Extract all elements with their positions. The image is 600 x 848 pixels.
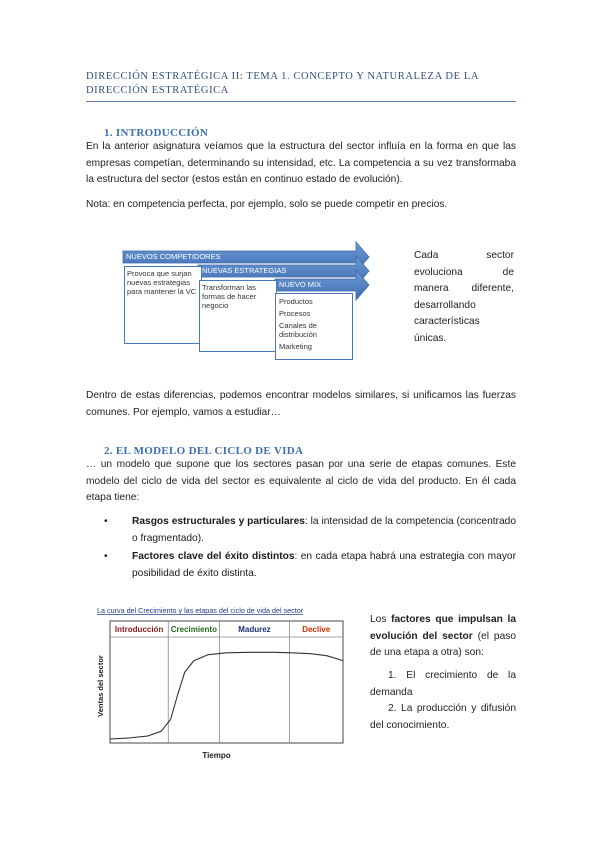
bullet-icon: • [104, 516, 108, 527]
y-axis-label: Ventas del sector [96, 655, 105, 717]
band1-text: Provoca que surjan nuevas estrategias para mantener la VC [127, 269, 197, 296]
bullet-icon: • [104, 551, 108, 562]
section-heading-ciclo-vida: 2. EL MODELO DEL CICLO DE VIDA [104, 445, 304, 457]
band3-list [276, 294, 352, 353]
note-paragraph: Nota: en competencia perfecta, por ejemplo, solo se puede competir en precios. [86, 199, 448, 210]
band2-box [199, 280, 277, 352]
band3-item: Procesos [279, 309, 311, 318]
bullet-text: : la intensidad de la competencia (concentrado o fragmentado). [132, 516, 516, 544]
plot-frame [110, 621, 343, 743]
model-paragraph: … un modelo que supone que los sectores pasan por una serie de etapas comunes. Este modelo del ciclo de vida del sector es equivalente al ciclo de vida del producto. En él cada etapa tiene: [86, 459, 516, 503]
factors-intro-text: (el paso de una etapa a otra) son: [370, 630, 516, 658]
bullet-item [104, 549, 516, 582]
band1-box [124, 266, 202, 344]
differences-paragraph: Dentro de estas diferencias, podemos encontrar modelos similares, si unificamos las fuerzas comunes. Por ejemplo, vamos a estudiar… [86, 390, 516, 418]
factors-intro-bold: factores que impulsan la evolución del sector [370, 614, 516, 642]
band3-item: Marketing [279, 342, 312, 351]
section-heading-introduccion: 1. INTRODUCCIÓN [104, 127, 209, 139]
bullet-list [104, 514, 516, 582]
chart-title: La curva del Crecimiento y las etapas del ciclo de vida del sector [97, 606, 304, 615]
band3-item: Productos [279, 297, 313, 306]
bullet-bold: Factores clave del éxito distintos [132, 551, 295, 562]
band2-label: NUEVAS ESTRATEGIAS [202, 266, 287, 275]
factors-intro-text: Los [370, 614, 392, 625]
stage-label: Crecimiento [170, 625, 217, 634]
band2-text: Transforman las formas de hacer negocio [202, 283, 257, 310]
band3-box [275, 293, 353, 360]
lifecycle-chart [92, 603, 354, 763]
factor-item-1: 1. El crecimiento de la demanda [370, 670, 516, 698]
bullet-item [104, 514, 516, 547]
sector-side-text: Cada sector evoluciona de manera diferente, desarrollando características únicas. [414, 250, 514, 344]
x-axis-label: Tiempo [202, 751, 231, 760]
lifecycle-chart-svg [92, 603, 354, 763]
intro-paragraph: En la anterior asignatura veíamos que la estructura del sector influía en la forma en que las empresas competían, determinando su intensidad, etc. La competencia a su vez transformaba la estructura del sector (estos están en continuo estado de evolución). [86, 141, 516, 185]
band3-label: NUEVO MIX [279, 280, 322, 289]
factors-intro [370, 612, 516, 662]
band3-item: Canales de distribución [279, 321, 317, 339]
factor-item-2: 2. La producción y difusión del conocimiento. [370, 703, 516, 731]
header-divider [86, 101, 516, 102]
band1-label: NUEVOS COMPETIDORES [126, 252, 221, 261]
stage-label: Declive [302, 625, 331, 634]
bullet-bold: Rasgos estructurales y particulares [132, 516, 305, 527]
document-header: DIRECCIÓN ESTRATÉGICA II: TEMA 1. CONCEPTO Y NATURALEZA DE LA DIRECCIÓN ESTRATÉGICA [86, 71, 479, 96]
stage-label: Madurez [238, 625, 271, 634]
stage-label: Introducción [114, 625, 164, 634]
bullet-text: : en cada etapa habrá una estrategia con mayor posibilidad de éxito distinta. [132, 551, 516, 579]
evolution-diagram [120, 240, 370, 370]
